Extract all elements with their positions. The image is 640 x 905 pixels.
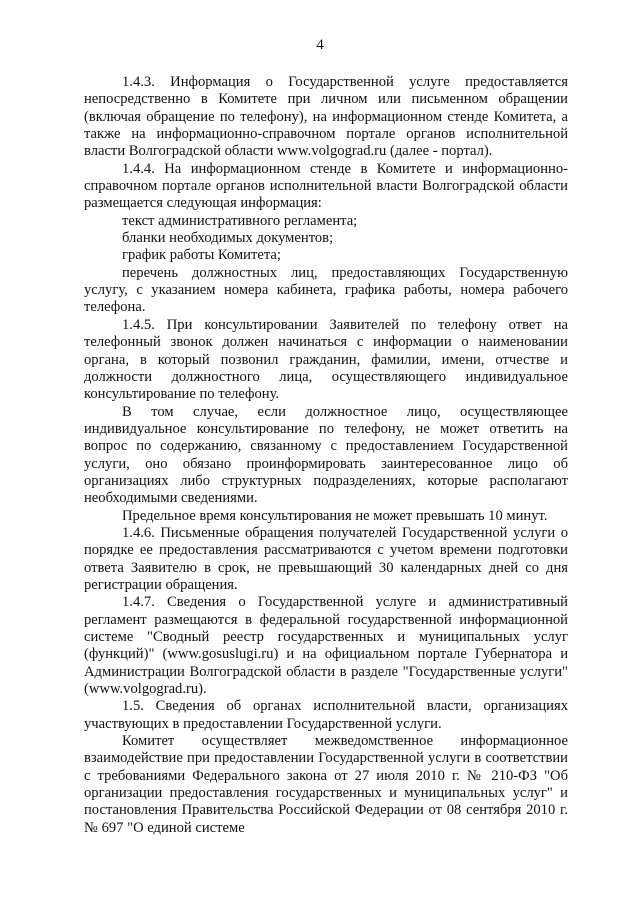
list-item-regulation-text: текст административного регламента; xyxy=(122,212,358,229)
paragraph-1-4-5: 1.4.5. При консультировании Заявителей по телефону ответ на телефонный звонок должен начинаться с информации о наименовании органа, в который позвонил гражданин, фамилии, имени, отчестве и должности должностного лица, осуществляющего индивидуальное консультирование по телефону. xyxy=(84,316,568,403)
page-number: 4 xyxy=(316,37,324,53)
list-item-forms: бланки необходимых документов; xyxy=(122,230,334,247)
list-item-officials: перечень должностных лиц, предоставляющих Государственную услугу, с указанием номера кабинета, графика работы, номера рабочего телефона. xyxy=(84,264,568,316)
paragraph-1-4-3: 1.4.3. Информация о Государственной услуге предоставляется непосредственно в Комитете при личном или письменном обращении (включая обращение по телефону), на информационном стенде Комитета, а также на информационно-справочном портале органов исполнительной власти Волгоградской области www.volgograd.ru (далее - портал). xyxy=(84,74,568,160)
paragraph-1-4-6: 1.4.6. Письменные обращения получателей Государственной услуги о порядке ее предоставления рассматриваются с учетом времени подготовки ответа Заявителю в срок, не превышающий 30 календарных дней со дня регистрации обращения. xyxy=(84,524,568,593)
paragraph-redirect: В том случае, если должностное лицо, осуществляющее индивидуальное консультирование по телефону, не может ответить на вопрос по содержанию, связанному с предоставлением Государственной услуги, оно обязано проинформировать заинтересованное лицо об организациях либо структурных подразделениях, которые располагают необходимыми сведениями. xyxy=(84,403,568,507)
paragraph-time-limit: Предельное время консультирования не может превышать 10 минут. xyxy=(122,507,548,524)
paragraph-1-5: 1.5. Сведения об органах исполнительной власти, организациях участвующих в предоставлении Государственной услуги. xyxy=(84,698,568,732)
paragraph-1-4-7: 1.4.7. Сведения о Государственной услуге и административный регламент размещаются в федеральной государственной информационной системе "Сводный реестр государственных и муниципальных услуг (функций)" (www.gosuslugi.ru) и на официальном портале Губернатора и Администрации Волгоградской области в разделе "Государственные услуги" (www.volgograd.ru). xyxy=(84,594,568,698)
paragraph-1-4-4: 1.4.4. На информационном стенде в Комитете и информационно-справочном портале органов исполнительной власти Волгоградской области размещается следующая информация: xyxy=(84,160,568,212)
document-body xyxy=(84,74,568,837)
list-item-schedule: график работы Комитета; xyxy=(122,247,281,264)
paragraph-interaction: Комитет осуществляет межведомственное информационное взаимодействие при предоставлении Государственной услуги в соответствии с требованиями Федерального закона от 27 июля 2010 г. № 210-ФЗ "Об организации предоставления государственных и муниципальных услуг" и постановления Правительства Российской Федерации от 08 сентября 2010 г. № 697 "О единой системе xyxy=(84,733,568,836)
